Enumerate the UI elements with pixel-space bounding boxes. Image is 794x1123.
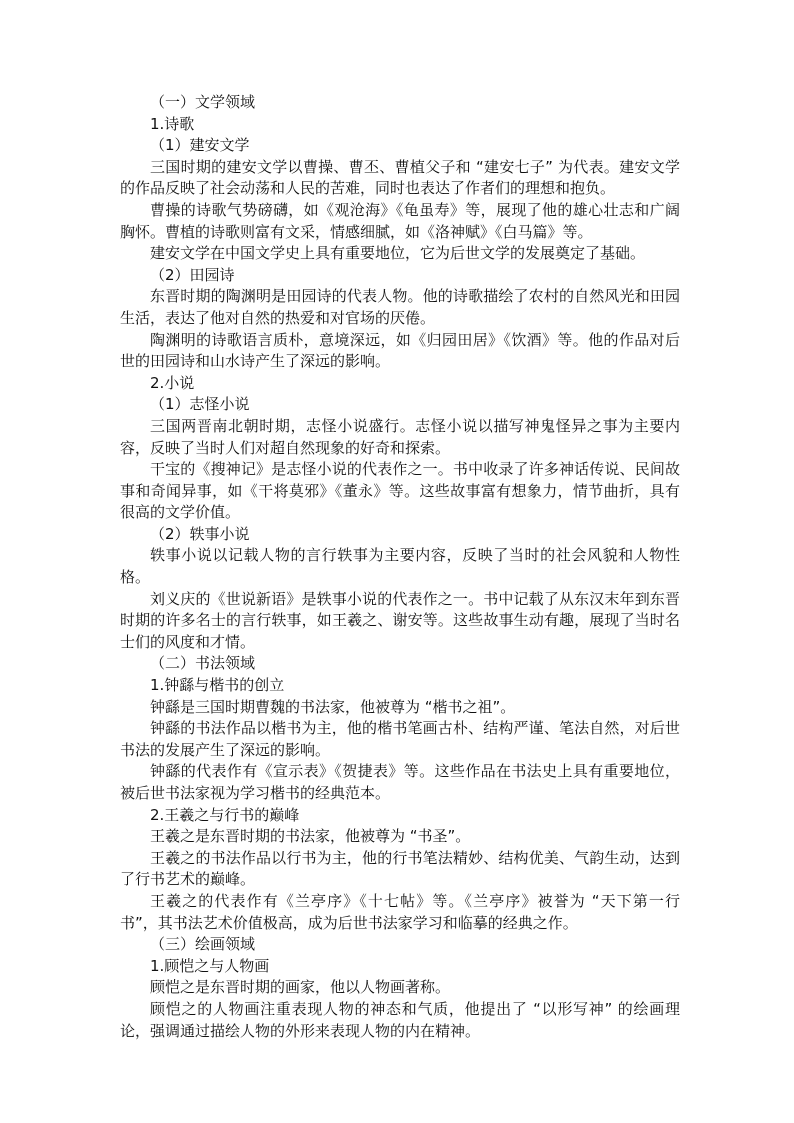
subheading-zhong-yao: 1.钟繇与楷书的创立	[150, 676, 285, 695]
paragraph: 钟繇是三国时期曹魏的书法家，他被尊为 “楷书之祖”。	[150, 697, 516, 716]
section-heading-calligraphy: （二）书法领域	[150, 654, 256, 673]
paragraph: 王羲之的书法作品以行书为主，他的行书笔法精妙、结构优美、气韵生动，达到了行书艺术的巅峰。	[120, 848, 680, 889]
subheading-poetry: 1.诗歌	[150, 114, 195, 133]
subheading-jian-an: （1）建安文学	[150, 136, 250, 155]
subheading-fiction: 2.小说	[150, 373, 195, 392]
paragraph: 陶渊明的诗歌语言质朴，意境深远，如《归园田居》《饮酒》等。他的作品对后世的田园诗和山水诗产生了深远的影响。	[120, 330, 680, 371]
subheading-gu-kaizhi: 1.顾恺之与人物画	[150, 956, 270, 975]
document-body	[120, 92, 680, 1042]
paragraph: 王羲之的代表作有《兰亭序》《十七帖》等。《兰亭序》被誉为 “天下第一行书”，其书法艺术价值极高，成为后世书法家学习和临摹的经典之作。	[120, 891, 680, 932]
paragraph: 钟繇的书法作品以楷书为主，他的楷书笔画古朴、结构严谨、笔法自然，对后世书法的发展产生了深远的影响。	[120, 719, 680, 759]
paragraph: 干宝的《搜神记》是志怪小说的代表作之一。书中收录了许多神话传说、民间故事和奇闻异事，如《干将莫邪》《董永》等。这些故事富有想象力，情节曲折，具有很高的文学价值。	[120, 460, 680, 522]
subheading-pastoral-poetry: （2）田园诗	[150, 265, 235, 284]
paragraph: 钟繇的代表作有《宣示表》《贺捷表》等。这些作品在书法史上具有重要地位，被后世书法家视为学习楷书的经典范本。	[120, 762, 680, 802]
paragraph: 三国两晋南北朝时期，志怪小说盛行。志怪小说以描写神鬼怪异之事为主要内容，反映了当时人们对超自然现象的好奇和探索。	[120, 416, 680, 457]
paragraph: 王羲之是东晋时期的书法家，他被尊为 “书圣”。	[150, 827, 471, 846]
paragraph: 东晋时期的陶渊明是田园诗的代表人物。他的诗歌描绘了农村的自然风光和田园生活，表达了他对自然的热爱和对官场的厌倦。	[120, 287, 680, 327]
paragraph: 顾恺之是东晋时期的画家，他以人物画著称。	[150, 978, 451, 997]
subheading-wang-xizhi: 2.王羲之与行书的巅峰	[150, 805, 300, 824]
subheading-zhiguai: （1）志怪小说	[150, 395, 250, 414]
paragraph: 曹操的诗歌气势磅礴，如《观沧海》《龟虽寿》等，展现了他的雄心壮志和广阔胸怀。曹植的诗歌则富有文采，情感细腻，如《洛神赋》《白马篇》等。	[120, 200, 680, 241]
subheading-anecdote: （2）轶事小说	[150, 524, 250, 543]
paragraph: 三国时期的建安文学以曹操、曹丕、曹植父子和 “建安七子” 为代表。建安文学的作品反映了社会动荡和人民的苦难，同时也表达了作者们的理想和抱负。	[120, 157, 680, 198]
section-heading-literature: （一）文学领域	[150, 93, 256, 111]
paragraph: 刘义庆的《世说新语》是轶事小说的代表作之一。书中记载了从东汉末年到东晋时期的许多名士的言行轶事，如王羲之、谢安等。这些故事生动有趣，展现了当时名士们的风度和才情。	[120, 589, 680, 651]
paragraph: 顾恺之的人物画注重表现人物的神态和气质，他提出了 “以形写神” 的绘画理论，强调通过描绘人物的外形来表现人物的内在精神。	[120, 999, 680, 1040]
paragraph: 轶事小说以记载人物的言行轶事为主要内容，反映了当时的社会风貌和人物性格。	[120, 546, 680, 587]
paragraph: 建安文学在中国文学史上具有重要地位，它为后世文学的发展奠定了基础。	[150, 244, 646, 263]
section-heading-painting: （三）绘画领域	[150, 935, 256, 954]
